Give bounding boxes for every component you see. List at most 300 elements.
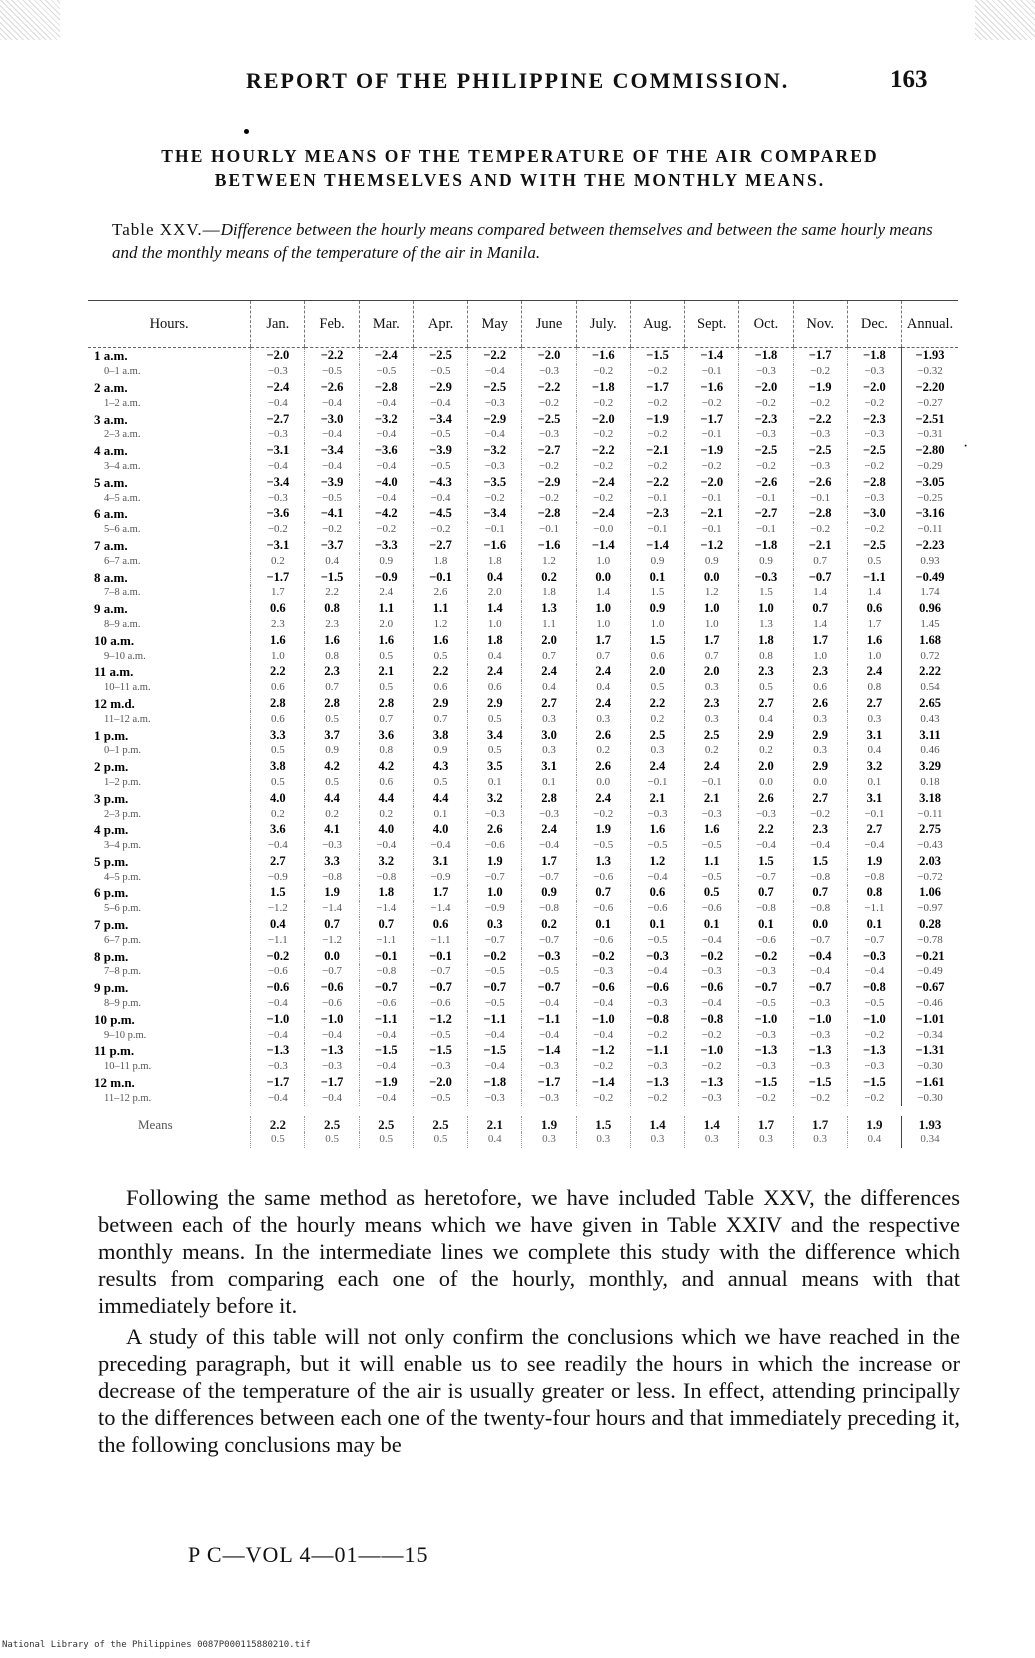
value-cell: −0.4 [359,395,413,411]
value-cell: −1.4 [359,901,413,917]
value-cell: 1.1 [359,601,413,617]
row-label: 6–7 a.m. [104,555,141,567]
value-cell: −2.3 [630,506,684,522]
value-cell: 1.7 [413,885,467,901]
hour-row [88,790,958,806]
value-cell: −2.6 [739,474,793,490]
value-cell: 0.4 [305,553,359,569]
value-cell: −0.1 [359,948,413,964]
value-cell: −2.7 [522,443,576,459]
value-cell: 3.11 [902,727,958,743]
row-label: 11–12 a.m. [104,713,151,725]
value-cell: 3.1 [847,727,901,743]
value-cell: 1.7 [576,632,630,648]
value-cell: 1.0 [468,617,522,633]
value-cell: −0.3 [251,490,305,506]
value-cell: −2.5 [413,348,467,364]
value-cell: 0.6 [468,680,522,696]
value-cell: 0.6 [413,680,467,696]
hour-row [88,538,958,554]
hour-row [88,854,958,870]
value-cell: −2.2 [522,380,576,396]
value-cell: −0.4 [305,1090,359,1106]
value-cell: 3.1 [847,790,901,806]
value-cell: −1.3 [630,1075,684,1091]
value-cell: −1.1 [847,901,901,917]
value-cell: −1.2 [576,1043,630,1059]
value-cell: −0.31 [902,427,958,443]
value-cell: −1.6 [576,348,630,364]
value-cell: −2.7 [251,411,305,427]
value-cell: −1.8 [468,1075,522,1091]
means-value: 2.1 [468,1116,522,1132]
value-cell: −0.2 [522,459,576,475]
value-cell: −3.2 [468,443,522,459]
value-cell: −0.2 [847,1090,901,1106]
row-label: 1 p.m. [94,727,129,743]
value-cell: −0.49 [902,569,958,585]
value-cell: 0.4 [251,917,305,933]
value-cell: −0.2 [847,1027,901,1043]
value-cell: 4.0 [251,790,305,806]
value-cell: 1.0 [251,648,305,664]
row-label: 6–7 p.m. [104,934,142,946]
value-cell: −1.9 [359,1075,413,1091]
value-cell: 1.6 [305,632,359,648]
value-cell: 1.5 [739,585,793,601]
value-cell: 2.6 [739,790,793,806]
value-cell: −0.7 [793,932,847,948]
value-cell: −0.3 [793,459,847,475]
value-cell: 2.6 [793,696,847,712]
value-cell: −0.4 [576,1027,630,1043]
value-cell: −0.3 [847,364,901,380]
value-cell: −0.4 [793,838,847,854]
value-cell: −0.11 [902,806,958,822]
value-cell: −0.2 [251,522,305,538]
value-cell: −0.3 [305,1059,359,1075]
value-cell: −1.1 [413,932,467,948]
value-cell: 3.1 [413,854,467,870]
value-cell: −0.3 [793,427,847,443]
value-cell: −0.6 [305,980,359,996]
value-cell: 0.3 [793,743,847,759]
value-cell: 2.2 [305,585,359,601]
interval-row [88,553,958,569]
value-cell: 0.1 [413,806,467,822]
value-cell: 2.8 [522,790,576,806]
value-cell: 0.5 [359,680,413,696]
row-label: 7–8 a.m. [104,587,141,599]
means-sub-value: 0.3 [576,1132,630,1148]
value-cell: 3.3 [251,727,305,743]
value-cell: −3.5 [468,474,522,490]
value-cell: −0.7 [468,869,522,885]
temperature-table-container [88,300,958,1148]
value-cell: 2.4 [522,822,576,838]
value-cell: −0.6 [576,932,630,948]
value-cell: −3.1 [251,443,305,459]
value-cell: −1.5 [468,1043,522,1059]
value-cell: −0.8 [359,964,413,980]
value-cell: −0.97 [902,901,958,917]
value-cell: −1.0 [793,1011,847,1027]
value-cell: −2.2 [793,411,847,427]
column-header: Dec. [847,301,901,348]
value-cell: −0.3 [413,1059,467,1075]
value-cell: −0.4 [413,838,467,854]
value-cell: 0.0 [576,775,630,791]
value-cell: 0.7 [793,885,847,901]
value-cell: −2.5 [522,411,576,427]
value-cell: −1.7 [251,1075,305,1091]
means-label: Means [138,1116,173,1132]
value-cell: −0.4 [359,427,413,443]
value-cell: −0.6 [251,980,305,996]
column-header: Mar. [359,301,413,348]
value-cell: −0.3 [468,459,522,475]
value-cell: −0.2 [305,522,359,538]
value-cell: −2.0 [739,380,793,396]
value-cell: −0.7 [522,932,576,948]
value-cell: 0.5 [413,648,467,664]
value-cell: −1.4 [576,1075,630,1091]
value-cell: 0.4 [468,648,522,664]
value-cell: −0.4 [522,1027,576,1043]
means-value: 1.7 [793,1116,847,1132]
value-cell: 0.1 [522,775,576,791]
value-cell: 2.2 [630,696,684,712]
value-cell: 2.4 [522,664,576,680]
value-cell: 2.6 [413,585,467,601]
value-cell: 2.7 [793,790,847,806]
value-cell: 1.4 [468,601,522,617]
value-cell: −0.3 [739,1059,793,1075]
value-cell: −0.3 [847,427,901,443]
value-cell: −0.7 [739,980,793,996]
value-cell: −2.2 [468,348,522,364]
value-cell: 1.2 [630,854,684,870]
value-cell: −3.1 [251,538,305,554]
value-cell: 0.0 [685,569,739,585]
value-cell: −0.3 [251,427,305,443]
row-label: 10 a.m. [94,632,135,648]
value-cell: −0.43 [902,838,958,854]
value-cell: −3.05 [902,474,958,490]
value-cell: 1.7 [847,617,901,633]
value-cell: −0.3 [522,806,576,822]
row-label: 2–3 p.m. [104,808,142,820]
value-cell: 2.4 [359,585,413,601]
row-label: 7–8 p.m. [104,966,142,978]
page-number: 163 [890,66,928,93]
row-label: 5 a.m. [94,474,128,490]
value-cell: 1.1 [685,854,739,870]
value-cell: 1.6 [630,822,684,838]
value-cell: 3.18 [902,790,958,806]
value-cell: 0.2 [305,806,359,822]
value-cell: 3.8 [413,727,467,743]
value-cell: −0.34 [902,1027,958,1043]
value-cell: 1.5 [630,632,684,648]
row-label: 3 a.m. [94,411,128,427]
value-cell: −0.30 [902,1090,958,1106]
row-label: 5 p.m. [94,853,129,869]
value-cell: 2.6 [576,727,630,743]
value-cell: −0.2 [847,522,901,538]
spacer-row [88,1106,958,1116]
value-cell: 1.5 [251,885,305,901]
interval-row [88,932,958,948]
value-cell: 0.2 [576,743,630,759]
heading-line-1: THE HOURLY MEANS OF THE TEMPERATURE OF THE AIR COMPARED [161,146,879,166]
value-cell: −2.3 [739,411,793,427]
value-cell: −0.8 [630,1011,684,1027]
value-cell: −0.1 [685,775,739,791]
value-cell: 1.7 [685,632,739,648]
value-cell: −0.5 [359,364,413,380]
value-cell: 1.6 [685,822,739,838]
table-body [88,348,958,1148]
value-cell: −0.5 [413,1090,467,1106]
value-cell: 1.6 [847,632,901,648]
row-label: 8–9 a.m. [104,618,141,630]
value-cell: −0.7 [468,980,522,996]
value-cell: −1.3 [793,1043,847,1059]
value-cell: 2.8 [305,696,359,712]
value-cell: −1.5 [305,569,359,585]
value-cell: −0.3 [468,806,522,822]
value-cell: −0.3 [251,364,305,380]
value-cell: 0.6 [251,711,305,727]
value-cell: −0.21 [902,948,958,964]
interval-row [88,964,958,980]
value-cell: −2.8 [793,506,847,522]
value-cell: 0.7 [793,553,847,569]
value-cell: 0.1 [630,917,684,933]
value-cell: −4.1 [305,506,359,522]
value-cell: 0.3 [630,743,684,759]
means-sub-value: 0.3 [793,1132,847,1148]
value-cell: 2.4 [576,790,630,806]
value-cell: 2.5 [685,727,739,743]
value-cell: −0.6 [359,996,413,1012]
value-cell: −1.5 [413,1043,467,1059]
row-label: 4 p.m. [94,822,129,838]
means-sub-value: 0.5 [251,1132,305,1148]
row-label: 4–5 a.m. [104,492,141,504]
value-cell: 0.6 [793,680,847,696]
value-cell: 0.4 [739,711,793,727]
value-cell: 0.2 [251,553,305,569]
value-cell: −2.4 [576,506,630,522]
value-cell: −1.7 [685,411,739,427]
interval-row [88,869,958,885]
value-cell: 4.3 [413,759,467,775]
hour-row [88,885,958,901]
value-cell: −0.2 [576,806,630,822]
value-cell: 3.3 [305,854,359,870]
value-cell: −0.29 [902,459,958,475]
row-label: 11 p.m. [94,1043,135,1059]
value-cell: 1.8 [413,553,467,569]
value-cell: 0.5 [413,775,467,791]
value-cell: −0.6 [413,996,467,1012]
value-cell: 0.3 [793,711,847,727]
value-cell: −3.4 [413,411,467,427]
value-cell: −0.2 [685,1059,739,1075]
value-cell: −0.3 [576,964,630,980]
value-cell: −0.1 [739,522,793,538]
value-cell: −1.8 [576,380,630,396]
value-cell: −2.5 [468,380,522,396]
row-label: 0–1 a.m. [104,366,141,378]
row-label: 5–6 a.m. [104,524,141,536]
means-value: 1.9 [847,1116,901,1132]
value-cell: 3.2 [359,854,413,870]
value-cell: −1.7 [305,1075,359,1091]
value-cell: −1.9 [630,411,684,427]
value-cell: −2.8 [359,380,413,396]
value-cell: −2.4 [576,474,630,490]
means-sub-row [88,1132,958,1148]
value-cell: −1.3 [251,1043,305,1059]
value-cell: −0.2 [630,427,684,443]
value-cell: −0.3 [522,1090,576,1106]
value-cell: −0.2 [630,364,684,380]
value-cell: −0.4 [359,838,413,854]
value-cell: −0.5 [413,364,467,380]
value-cell: −0.3 [522,427,576,443]
value-cell: −0.6 [576,980,630,996]
value-cell: −0.2 [576,1090,630,1106]
value-cell: −0.4 [468,1027,522,1043]
value-cell: 2.6 [576,759,630,775]
interval-row [88,1027,958,1043]
hour-row [88,664,958,680]
row-label: 9–10 p.m. [104,1029,147,1041]
value-cell: 1.2 [522,553,576,569]
value-cell: 2.0 [468,585,522,601]
value-cell: 1.1 [413,601,467,617]
value-cell: −2.1 [685,506,739,522]
interval-row [88,743,958,759]
value-cell: −0.5 [522,964,576,980]
value-cell: −0.7 [793,980,847,996]
caption-text: Difference between the hourly means compared between themselves and between the same hourly means and the monthly means of the temperature of the air in Manila. [112,220,933,262]
value-cell: −1.5 [359,1043,413,1059]
value-cell: 1.06 [902,885,958,901]
value-cell: −0.1 [630,775,684,791]
value-cell: −2.5 [739,443,793,459]
table-caption [112,218,950,264]
value-cell: 1.74 [902,585,958,601]
value-cell: 0.7 [305,680,359,696]
value-cell: 0.8 [305,601,359,617]
value-cell: −0.5 [413,1027,467,1043]
value-cell: −0.2 [359,522,413,538]
value-cell: −3.0 [847,506,901,522]
volume-signature: P C—VOL 4—01——15 [188,1542,429,1567]
value-cell: 0.7 [522,648,576,664]
value-cell: 0.46 [902,743,958,759]
value-cell: −0.5 [576,838,630,854]
value-cell: −0.2 [739,1090,793,1106]
value-cell: 2.03 [902,854,958,870]
value-cell: −0.5 [739,996,793,1012]
value-cell: −0.2 [468,948,522,964]
value-cell: 0.0 [739,775,793,791]
column-header: July. [576,301,630,348]
value-cell: 2.4 [630,759,684,775]
value-cell: −4.2 [359,506,413,522]
hour-row [88,980,958,996]
value-cell: −0.8 [847,869,901,885]
value-cell: −0.8 [739,901,793,917]
value-cell: −2.5 [793,443,847,459]
page-header [0,66,1035,96]
value-cell: 0.2 [685,743,739,759]
value-cell: 2.9 [793,759,847,775]
interval-row [88,838,958,854]
value-cell: 0.4 [847,743,901,759]
value-cell: 2.7 [251,854,305,870]
value-cell: 0.5 [305,711,359,727]
value-cell: −0.8 [522,901,576,917]
value-cell: −2.7 [739,506,793,522]
value-cell: −0.3 [522,948,576,964]
value-cell: 0.1 [847,917,901,933]
row-label: 8–9 p.m. [104,998,142,1010]
value-cell: −0.4 [251,1090,305,1106]
interval-row [88,617,958,633]
value-cell: −1.4 [630,538,684,554]
value-cell: 0.4 [468,569,522,585]
hour-row [88,759,958,775]
value-cell: 0.9 [739,553,793,569]
hour-row [88,601,958,617]
row-label: 9 p.m. [94,980,129,996]
value-cell: −0.1 [685,364,739,380]
value-cell: 0.3 [685,680,739,696]
value-cell: −1.61 [902,1075,958,1091]
value-cell: 2.9 [793,727,847,743]
value-cell: 1.8 [359,885,413,901]
value-cell: −3.6 [251,506,305,522]
value-cell: 2.5 [630,727,684,743]
value-cell: −0.6 [251,964,305,980]
value-cell: 0.43 [902,711,958,727]
value-cell: 0.5 [739,680,793,696]
value-cell: −2.80 [902,443,958,459]
value-cell: 0.4 [522,680,576,696]
value-cell: 1.1 [522,617,576,633]
value-cell: −0.2 [685,395,739,411]
means-value: 1.4 [630,1116,684,1132]
value-cell: −0.3 [522,1059,576,1075]
value-cell: −0.6 [739,932,793,948]
value-cell: 0.93 [902,553,958,569]
row-label: 5–6 p.m. [104,903,142,915]
value-cell: −0.5 [685,869,739,885]
value-cell: −2.0 [251,348,305,364]
value-cell: −0.5 [305,490,359,506]
temperature-difference-table [88,300,958,1148]
value-cell: 0.1 [739,917,793,933]
value-cell: −0.6 [305,996,359,1012]
value-cell: −0.9 [251,869,305,885]
value-cell: 1.0 [468,885,522,901]
